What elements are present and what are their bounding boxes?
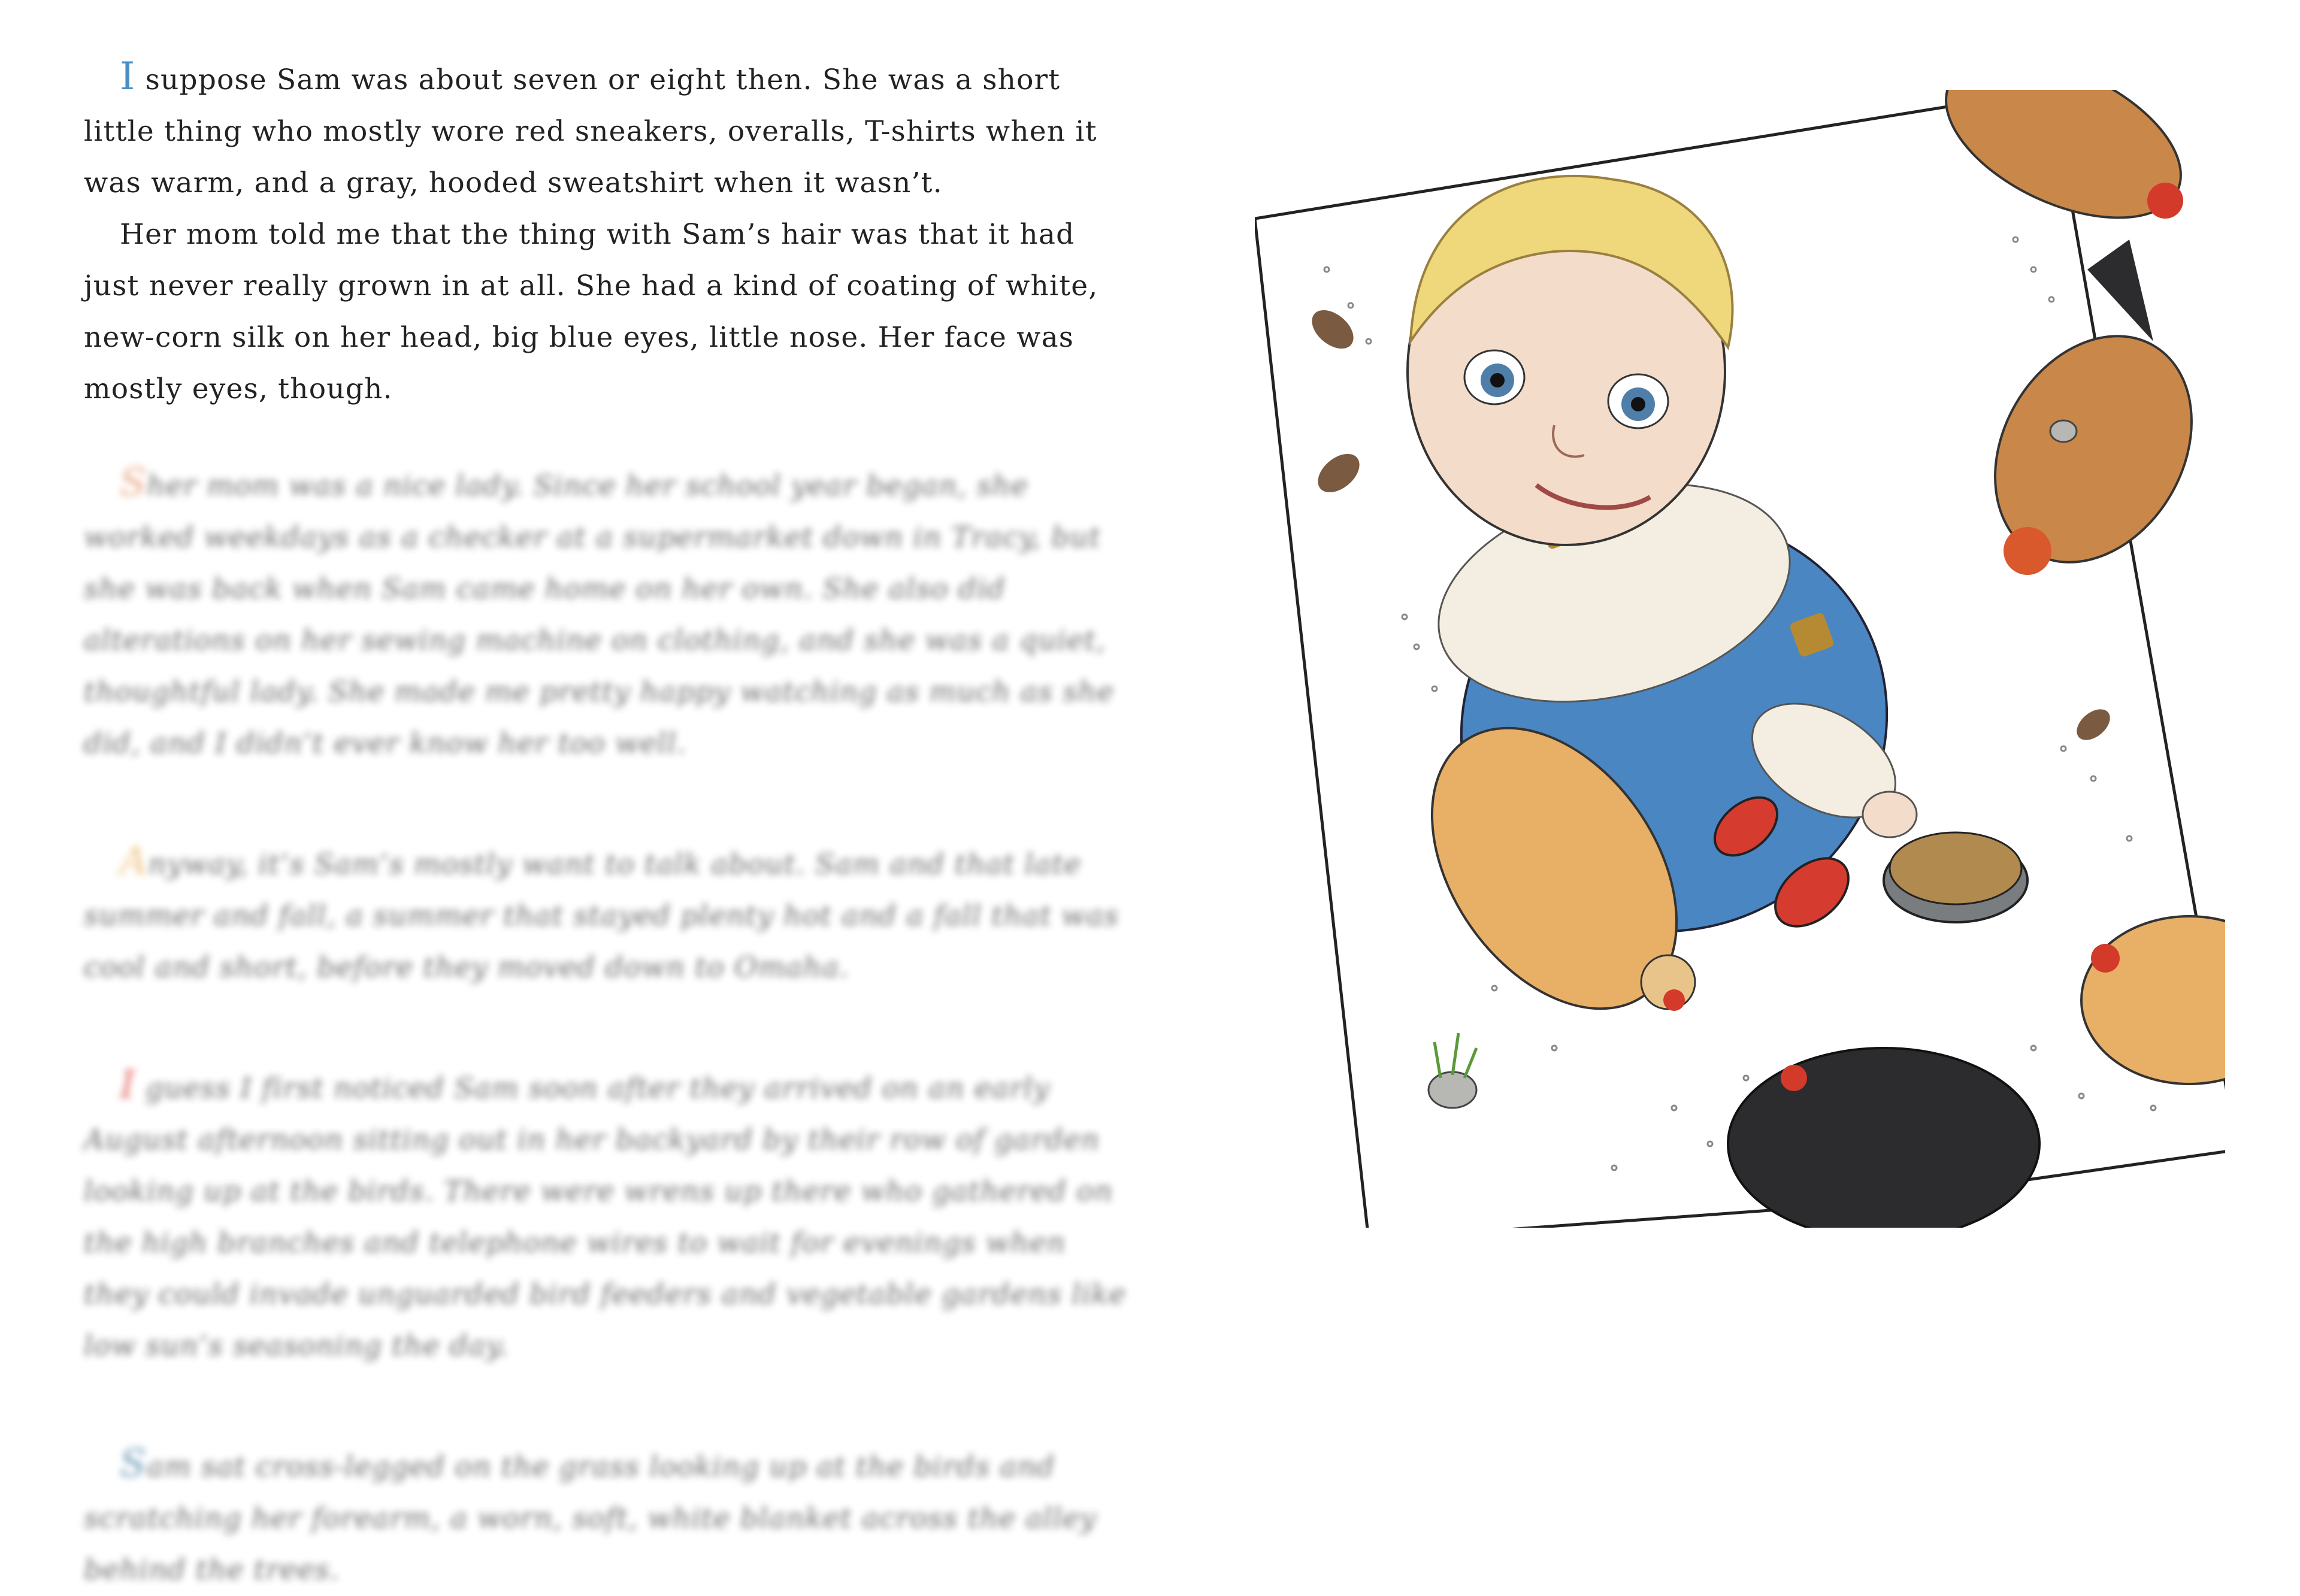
blurred-paragraph-4 bbox=[84, 1438, 1138, 1596]
paragraph-2-text: Her mom told me that the thing with Sam’s hair was that it had just never really grown in at all. She had a kind of coating of white, new-corn silk on her head, big blue eyes, little nose. Her face was mostly eyes, though. bbox=[84, 218, 1098, 405]
blurred-paragraph-3 bbox=[84, 1059, 1138, 1372]
paragraph-1-text: suppose Sam was about seven or eight then. She was a short little thing who mostly wore red sneakers, overalls, T-shirts when it was warm, and a gray, hooded sweatshirt when it wasn’t. bbox=[84, 63, 1097, 199]
illustration-girl-feeding-chickens bbox=[1255, 90, 2225, 1228]
blurred-paragraph-2 bbox=[84, 835, 1138, 994]
blurred-paragraph-1 bbox=[84, 457, 1138, 770]
blurred-dropcap-4: S bbox=[120, 1441, 147, 1486]
blurred-paragraph-3-text: guess I first noticed Sam soon after they arrived on an early August afternoon sitting out in her backyard by their row of garden looking up at the birds. There were wrens up there who gathered on the high branches and telephone wires to wait for evenings when they could invade unguarded bird feeders and vegetable gardens like low sun’s seasoning the day. bbox=[84, 1072, 1127, 1362]
blurred-paragraph-4-text: am sat cross-legged on the grass looking up at the birds and scratching her forearm, a worn, soft, white blanket across the alley behind the trees. bbox=[84, 1450, 1097, 1586]
paragraph-1 bbox=[84, 51, 1138, 209]
blurred-paragraph-2-text: nyway, it’s Sam’s mostly want to talk about. Sam and that late summer and fall, a summer that stayed plenty hot and a fall that was cool and short, before they moved down to Omaha. bbox=[84, 848, 1119, 984]
hen-black bbox=[1728, 1048, 2039, 1228]
story-text-column bbox=[84, 51, 1138, 1596]
paragraph-2 bbox=[84, 209, 1138, 415]
blurred-dropcap-1: S bbox=[120, 461, 147, 505]
dropcap-1: I bbox=[120, 54, 136, 99]
blurred-paragraph-1-text: her mom was a nice lady. Since her school year began, she worked weekdays as a checker at a supermarket down in Tracy, but she was back when Sam came home on her own. She also did alterations on her sewing machine on clothing, and she was a quiet, thoughtful lady. She made me pretty happy watching as much as she did, and I didn’t ever know her too well. bbox=[84, 470, 1115, 760]
blurred-dropcap-2: A bbox=[120, 839, 149, 883]
blurred-dropcap-3: I bbox=[120, 1063, 136, 1107]
